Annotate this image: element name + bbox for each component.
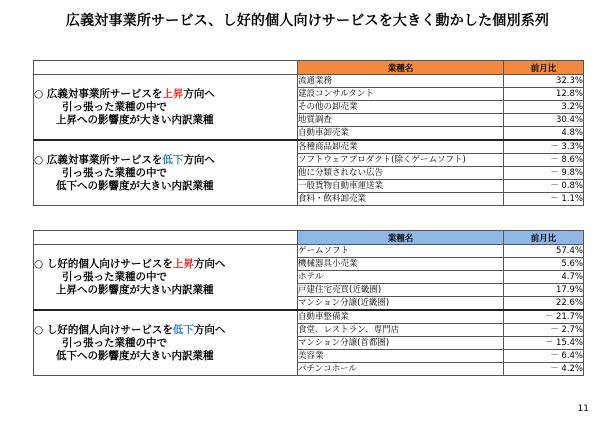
industry-cell: 一般貨物自動車運送業	[298, 180, 504, 193]
down-direction: 低下	[162, 153, 184, 166]
table-row	[34, 75, 584, 88]
industry-cell: 美容業	[298, 350, 504, 363]
change-cell: － 15.4%	[504, 337, 584, 350]
table-row	[34, 140, 584, 154]
industry-cell: 自動車卸売業	[298, 127, 504, 141]
down-line1: ○ し好的個人向けサービスを低下方向へ	[34, 323, 226, 336]
change-cell: － 9.8%	[504, 167, 584, 180]
industry-cell: ゲームソフト	[298, 245, 504, 258]
industry-cell: 自動車整備業	[298, 310, 504, 324]
change-cell: － 6.4%	[504, 350, 584, 363]
change-cell: － 0.8%	[504, 180, 584, 193]
change-cell: 4.8%	[504, 127, 584, 141]
personal-services-table	[33, 230, 584, 376]
down-line1: ○ 広義対事業所サービスを低下方向へ	[34, 153, 215, 166]
header-industry: 業種名	[298, 61, 504, 75]
up-line3: 上昇への影響度が大きい内訳業種	[56, 283, 214, 296]
industry-cell: マンション分譲(近畿圏)	[298, 297, 504, 311]
up-description	[34, 245, 298, 311]
change-cell: 32.3%	[504, 75, 584, 88]
table-row	[34, 310, 584, 324]
change-cell: 57.4%	[504, 245, 584, 258]
down-line2: 引っ張った業種の中で	[62, 336, 167, 349]
down-line3: 低下への影響度が大きい内訳業種	[56, 349, 214, 362]
industry-cell: パチンコホール	[298, 363, 504, 376]
page-title: 広義対事業所サービス、し好的個人向けサービスを大きく動かした個別系列	[65, 13, 550, 29]
industry-cell: 機械器具小売業	[298, 258, 504, 271]
change-cell: － 4.2%	[504, 363, 584, 376]
change-cell: － 21.7%	[504, 310, 584, 324]
header-blank	[34, 61, 298, 75]
change-cell: 12.8%	[504, 88, 584, 101]
up-line1: ○ し好的個人向けサービスを上昇方向へ	[34, 257, 226, 270]
change-cell: 4.7%	[504, 271, 584, 284]
up-direction: 上昇	[172, 257, 194, 270]
header-blank	[34, 231, 298, 245]
change-cell: － 8.6%	[504, 154, 584, 167]
industry-cell: 流通業務	[298, 75, 504, 88]
down-description	[34, 140, 298, 206]
down-direction: 低下	[172, 323, 194, 336]
change-cell: 5.6%	[504, 258, 584, 271]
change-cell: 3.2%	[504, 101, 584, 114]
header-industry: 業種名	[298, 231, 504, 245]
industry-cell: 戸建住宅売買(近畿圏)	[298, 284, 504, 297]
industry-cell: 地質調査	[298, 114, 504, 127]
industry-cell: 他に分類されない広告	[298, 167, 504, 180]
page-number: 11	[577, 404, 589, 414]
change-cell: 17.9%	[504, 284, 584, 297]
change-cell: － 1.1%	[504, 193, 584, 206]
business-services-table	[33, 60, 584, 206]
industry-cell: 食堂、レストラン、専門店	[298, 324, 504, 337]
up-line3: 上昇への影響度が大きい内訳業種	[56, 113, 214, 126]
change-cell: － 2.7%	[504, 324, 584, 337]
industry-cell: ソフトウェアプロダクト(除くゲームソフト)	[298, 154, 504, 167]
industry-cell: 建設コンサルタント	[298, 88, 504, 101]
industry-cell: 食料・飲料卸売業	[298, 193, 504, 206]
down-description	[34, 310, 298, 376]
up-direction: 上昇	[162, 87, 184, 100]
down-line3: 低下への影響度が大きい内訳業種	[56, 179, 214, 192]
industry-cell: 各種商品卸売業	[298, 140, 504, 154]
header-change: 前月比	[504, 231, 584, 245]
change-cell: 30.4%	[504, 114, 584, 127]
down-line2: 引っ張った業種の中で	[62, 166, 167, 179]
table-header-row	[34, 61, 584, 75]
up-line2: 引っ張った業種の中で	[62, 270, 167, 283]
header-change: 前月比	[504, 61, 584, 75]
industry-cell: その他の卸売業	[298, 101, 504, 114]
table-header-row	[34, 231, 584, 245]
change-cell: － 3.3%	[504, 140, 584, 154]
up-line2: 引っ張った業種の中で	[62, 100, 167, 113]
table-row	[34, 245, 584, 258]
industry-cell: ホテル	[298, 271, 504, 284]
industry-cell: マンション分譲(首都圏)	[298, 337, 504, 350]
change-cell: 22.6%	[504, 297, 584, 311]
up-description	[34, 75, 298, 141]
up-line1: ○ 広義対事業所サービスを上昇方向へ	[34, 87, 215, 100]
